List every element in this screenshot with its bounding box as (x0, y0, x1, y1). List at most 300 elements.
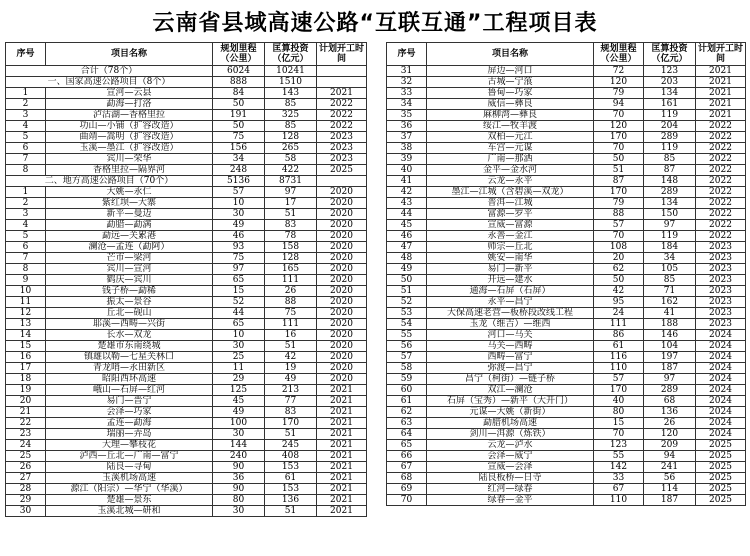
cell-name: 孟连—勐海 (46, 418, 213, 429)
table-row (387, 242, 746, 253)
cell-seq: 7 (6, 154, 46, 165)
cell-mileage: 75 (213, 253, 265, 264)
cell-invest: 128 (265, 132, 317, 143)
cell-mileage: 61 (594, 341, 644, 352)
cell-invest: 134 (644, 88, 696, 99)
cell-mileage: 170 (594, 187, 644, 198)
cell-year: 2021 (317, 473, 367, 484)
cell-invest: 197 (644, 352, 696, 363)
cell-mileage: 15 (594, 418, 644, 429)
cell-seq: 41 (387, 176, 427, 187)
cell-invest: 77 (265, 396, 317, 407)
total-year (317, 66, 367, 77)
cell-name: 鹤庆—宾川 (46, 275, 213, 286)
cell-invest: 143 (265, 88, 317, 99)
table-row (387, 220, 746, 231)
cell-seq: 25 (6, 451, 46, 462)
cell-seq: 44 (387, 209, 427, 220)
cell-year: 2024 (696, 407, 746, 418)
cell-mileage: 93 (213, 242, 265, 253)
cell-seq: 37 (387, 132, 427, 143)
table-row (6, 286, 367, 297)
cell-year: 2022 (696, 121, 746, 132)
table-row (6, 308, 367, 319)
cell-year: 2020 (317, 275, 367, 286)
table-row (387, 396, 746, 407)
cell-seq: 1 (6, 187, 46, 198)
cell-seq: 70 (387, 495, 427, 506)
table-row (387, 165, 746, 176)
cell-seq: 3 (6, 110, 46, 121)
table-row (387, 99, 746, 110)
cell-mileage: 70 (594, 110, 644, 121)
cell-seq: 64 (387, 429, 427, 440)
cell-name: 楚雄—景东 (46, 495, 213, 506)
cell-invest: 51 (265, 341, 317, 352)
table-row (6, 407, 367, 418)
cell-seq: 8 (6, 165, 46, 176)
cell-name: 勐腊机场高速 (427, 418, 594, 429)
cell-seq: 67 (387, 462, 427, 473)
table-row (387, 187, 746, 198)
cell-mileage: 33 (594, 473, 644, 484)
table-row (387, 319, 746, 330)
header-name: 项目名称 (427, 43, 594, 66)
table-row (387, 77, 746, 88)
table-row (6, 99, 367, 110)
table-row (387, 352, 746, 363)
cell-year: 2021 (696, 88, 746, 99)
cell-mileage: 30 (213, 341, 265, 352)
cell-mileage: 49 (213, 407, 265, 418)
cell-year: 2022 (696, 209, 746, 220)
cell-year: 2021 (317, 495, 367, 506)
table-row (6, 352, 367, 363)
left-project-table (5, 42, 367, 517)
cell-name: 易门—新平 (427, 264, 594, 275)
total-mileage: 6024 (213, 66, 265, 77)
cell-year: 2021 (317, 418, 367, 429)
cell-year: 2020 (317, 374, 367, 385)
cell-invest: 97 (265, 187, 317, 198)
section-row-local (6, 176, 367, 187)
table-row (6, 506, 367, 517)
cell-seq: 50 (387, 275, 427, 286)
cell-invest: 88 (265, 297, 317, 308)
cell-name: 宾川—荣华 (46, 154, 213, 165)
cell-year: 2025 (696, 440, 746, 451)
cell-seq: 34 (387, 99, 427, 110)
cell-seq: 15 (6, 341, 46, 352)
cell-year: 2023 (317, 132, 367, 143)
cell-invest: 123 (644, 66, 696, 77)
cell-name: 玉溪北城—研和 (46, 506, 213, 517)
cell-name: 绿春—金平 (427, 495, 594, 506)
cell-invest: 289 (644, 132, 696, 143)
cell-invest: 56 (644, 473, 696, 484)
cell-seq: 21 (6, 407, 46, 418)
cell-invest: 111 (265, 275, 317, 286)
header-year: 计划开工时间 (317, 43, 367, 66)
cell-name: 昌宁（柯街）—链子桥 (427, 374, 594, 385)
table-row (6, 418, 367, 429)
cell-mileage: 49 (213, 220, 265, 231)
cell-year: 2021 (696, 77, 746, 88)
cell-year: 2020 (317, 187, 367, 198)
table-row (387, 495, 746, 506)
cell-seq: 39 (387, 154, 427, 165)
cell-mileage: 110 (594, 363, 644, 374)
cell-seq: 27 (6, 473, 46, 484)
table-row (387, 253, 746, 264)
cell-year: 2022 (696, 165, 746, 176)
table-row (6, 440, 367, 451)
cell-seq: 12 (6, 308, 46, 319)
cell-name: 玉溪—墨江（扩容改造） (46, 143, 213, 154)
cell-name: 红河—绿春 (427, 484, 594, 495)
cell-year: 2023 (696, 253, 746, 264)
cell-year: 2023 (696, 264, 746, 275)
cell-invest: 42 (265, 352, 317, 363)
cell-name: 宣威—富源 (427, 220, 594, 231)
cell-year: 2021 (317, 396, 367, 407)
table-row (6, 209, 367, 220)
table-row (6, 462, 367, 473)
cell-seq: 45 (387, 220, 427, 231)
cell-year: 2022 (696, 220, 746, 231)
table-row (387, 275, 746, 286)
cell-invest: 184 (644, 242, 696, 253)
cell-seq: 26 (6, 462, 46, 473)
section-invest-local: 8731 (265, 176, 317, 187)
cell-invest: 34 (644, 253, 696, 264)
cell-name: 镇雄以勒—七星关林口 (46, 352, 213, 363)
cell-seq: 61 (387, 396, 427, 407)
cell-name: 马关—西畴 (427, 341, 594, 352)
cell-mileage: 170 (594, 132, 644, 143)
cell-mileage: 34 (213, 154, 265, 165)
cell-mileage: 51 (594, 165, 644, 176)
cell-invest: 61 (265, 473, 317, 484)
cell-seq: 52 (387, 297, 427, 308)
cell-invest: 58 (265, 154, 317, 165)
cell-seq: 4 (6, 220, 46, 231)
cell-invest: 148 (644, 176, 696, 187)
section-year-national (317, 77, 367, 88)
cell-mileage: 10 (213, 330, 265, 341)
cell-year: 2021 (317, 385, 367, 396)
cell-seq: 46 (387, 231, 427, 242)
cell-mileage: 42 (594, 286, 644, 297)
cell-seq: 43 (387, 198, 427, 209)
header-seq: 序号 (6, 43, 46, 66)
section-row-national (6, 77, 367, 88)
cell-mileage: 11 (213, 363, 265, 374)
cell-name: 宣河—云县 (46, 88, 213, 99)
cell-invest: 104 (644, 341, 696, 352)
cell-name: 耶溪—西畴—兴街 (46, 319, 213, 330)
cell-seq: 6 (6, 242, 46, 253)
cell-name: 芒市—梁河 (46, 253, 213, 264)
cell-seq: 55 (387, 330, 427, 341)
table-row (387, 88, 746, 99)
table-row (6, 374, 367, 385)
cell-year: 2020 (317, 319, 367, 330)
cell-name: 勐腊—勐满 (46, 220, 213, 231)
cell-name: 丘北—砚山 (46, 308, 213, 319)
cell-invest: 97 (644, 374, 696, 385)
cell-invest: 158 (265, 242, 317, 253)
table-row (387, 363, 746, 374)
cell-seq: 38 (387, 143, 427, 154)
header-invest: 匡算投资（亿元） (265, 43, 317, 66)
cell-name: 功山—小铺（扩容改造） (46, 121, 213, 132)
cell-name: 会泽—巧家 (46, 407, 213, 418)
table-header-row (387, 43, 746, 66)
cell-seq: 49 (387, 264, 427, 275)
table-row (6, 385, 367, 396)
cell-invest: 188 (644, 319, 696, 330)
cell-year: 2021 (317, 440, 367, 451)
cell-year: 2020 (317, 242, 367, 253)
table-row (6, 187, 367, 198)
cell-name: 长水—双龙 (46, 330, 213, 341)
cell-name: 钱子桥—勐稀 (46, 286, 213, 297)
cell-mileage: 62 (594, 264, 644, 275)
cell-invest: 68 (644, 396, 696, 407)
cell-invest: 26 (265, 286, 317, 297)
cell-mileage: 95 (594, 297, 644, 308)
cell-seq: 58 (387, 363, 427, 374)
cell-invest: 408 (265, 451, 317, 462)
cell-seq: 17 (6, 363, 46, 374)
cell-year: 2020 (317, 341, 367, 352)
cell-mileage: 10 (213, 198, 265, 209)
cell-seq: 56 (387, 341, 427, 352)
cell-year: 2021 (317, 88, 367, 99)
cell-mileage: 70 (594, 429, 644, 440)
cell-year: 2022 (696, 198, 746, 209)
cell-name: 云龙—泸水 (427, 440, 594, 451)
cell-mileage: 123 (594, 440, 644, 451)
cell-seq: 5 (6, 132, 46, 143)
cell-invest: 187 (644, 495, 696, 506)
cell-year: 2020 (317, 352, 367, 363)
cell-name: 陆良—寻甸 (46, 462, 213, 473)
table-row (6, 165, 367, 176)
table-row (6, 110, 367, 121)
table-row (6, 231, 367, 242)
header-year: 计划开工时间 (696, 43, 746, 66)
table-row (387, 484, 746, 495)
cell-year: 2021 (317, 429, 367, 440)
cell-name: 青龙哨—永田新区 (46, 363, 213, 374)
cell-year: 2020 (317, 198, 367, 209)
cell-invest: 71 (644, 286, 696, 297)
cell-name: 云龙—永平 (427, 176, 594, 187)
cell-invest: 162 (644, 297, 696, 308)
cell-seq: 22 (6, 418, 46, 429)
table-row (6, 330, 367, 341)
cell-mileage: 80 (213, 495, 265, 506)
cell-year: 2024 (696, 363, 746, 374)
cell-year: 2023 (696, 319, 746, 330)
cell-name: 永善—金江 (427, 231, 594, 242)
right-project-table (386, 42, 746, 506)
table-row (387, 154, 746, 165)
table-row (6, 363, 367, 374)
cell-mileage: 79 (594, 88, 644, 99)
cell-mileage: 40 (594, 396, 644, 407)
cell-name: 玉溪机场高速 (46, 473, 213, 484)
cell-mileage: 52 (213, 297, 265, 308)
cell-invest: 204 (644, 121, 696, 132)
cell-invest: 16 (265, 330, 317, 341)
cell-seq: 33 (387, 88, 427, 99)
cell-mileage: 36 (213, 473, 265, 484)
cell-year: 2023 (317, 143, 367, 154)
cell-year: 2022 (696, 143, 746, 154)
cell-mileage: 65 (213, 319, 265, 330)
header-mileage: 规划里程（公里） (594, 43, 644, 66)
cell-invest: 170 (265, 418, 317, 429)
cell-invest: 187 (644, 363, 696, 374)
cell-name: 弥渡—昌宁 (427, 363, 594, 374)
table-row (387, 286, 746, 297)
cell-year: 2020 (317, 286, 367, 297)
cell-seq: 42 (387, 187, 427, 198)
cell-name: 勐海—打洛 (46, 99, 213, 110)
table-row (387, 209, 746, 220)
cell-name: 澜沧—孟连（勐阿） (46, 242, 213, 253)
cell-mileage: 90 (213, 462, 265, 473)
cell-mileage: 120 (594, 77, 644, 88)
cell-mileage: 45 (213, 396, 265, 407)
cell-mileage: 57 (213, 187, 265, 198)
table-row (6, 275, 367, 286)
table-row (387, 473, 746, 484)
cell-seq: 19 (6, 385, 46, 396)
cell-mileage: 50 (213, 121, 265, 132)
cell-seq: 31 (387, 66, 427, 77)
cell-mileage: 20 (594, 253, 644, 264)
table-row (6, 121, 367, 132)
cell-invest: 265 (265, 143, 317, 154)
cell-name: 姚安—南华 (427, 253, 594, 264)
cell-seq: 10 (6, 286, 46, 297)
header-name: 项目名称 (46, 43, 213, 66)
cell-invest: 150 (644, 209, 696, 220)
cell-mileage: 25 (213, 352, 265, 363)
table-row (6, 396, 367, 407)
cell-name: 玉龙（维吉）—维西 (427, 319, 594, 330)
section-invest-national: 1510 (265, 77, 317, 88)
cell-seq: 20 (6, 396, 46, 407)
cell-seq: 62 (387, 407, 427, 418)
cell-name: 剑川—洱源（炼铁） (427, 429, 594, 440)
table-row (6, 429, 367, 440)
table-row (6, 88, 367, 99)
cell-year: 2022 (317, 121, 367, 132)
cell-name: 源江（阳宗）—华宁（华溪） (46, 484, 213, 495)
cell-year: 2021 (317, 506, 367, 517)
cell-year: 2025 (696, 451, 746, 462)
cell-seq: 1 (6, 88, 46, 99)
table-row (387, 341, 746, 352)
cell-name: 通海—石屏（石屏） (427, 286, 594, 297)
cell-year: 2024 (696, 330, 746, 341)
cell-name: 屏边—河口 (427, 66, 594, 77)
cell-year: 2024 (696, 429, 746, 440)
table-row (6, 253, 367, 264)
cell-name: 元谋—大姚（新街） (427, 407, 594, 418)
cell-year: 2021 (317, 451, 367, 462)
cell-mileage: 50 (594, 154, 644, 165)
cell-year: 2025 (696, 462, 746, 473)
total-row (6, 66, 367, 77)
cell-year: 2020 (317, 209, 367, 220)
cell-invest: 289 (644, 385, 696, 396)
cell-name: 峨山—石屏—红河 (46, 385, 213, 396)
cell-invest: 119 (644, 110, 696, 121)
cell-name: 麻柳湾—彝良 (427, 110, 594, 121)
section-title-national: 一、国家高速公路项目（8个） (6, 77, 213, 88)
cell-invest: 26 (644, 418, 696, 429)
header-seq: 序号 (387, 43, 427, 66)
cell-name: 绥江—牧羊渡 (427, 121, 594, 132)
table-row (387, 132, 746, 143)
cell-mileage: 30 (213, 506, 265, 517)
cell-year: 2025 (317, 165, 367, 176)
cell-mileage: 15 (213, 286, 265, 297)
cell-seq: 2 (6, 198, 46, 209)
cell-name: 墨江—江城（含碧溪—双龙） (427, 187, 594, 198)
table-row (6, 473, 367, 484)
cell-mileage: 90 (213, 484, 265, 495)
table-row (6, 451, 367, 462)
cell-invest: 136 (644, 407, 696, 418)
cell-name: 陆良板桥—日寺 (427, 473, 594, 484)
cell-seq: 13 (6, 319, 46, 330)
cell-seq: 68 (387, 473, 427, 484)
cell-invest: 83 (265, 407, 317, 418)
cell-name: 新平—曼迈 (46, 209, 213, 220)
cell-name: 师宗—丘北 (427, 242, 594, 253)
cell-year: 2022 (696, 132, 746, 143)
cell-year: 2024 (696, 341, 746, 352)
section-mileage-local: 5136 (213, 176, 265, 187)
table-row (387, 407, 746, 418)
cell-mileage: 72 (594, 66, 644, 77)
cell-year: 2020 (317, 231, 367, 242)
cell-seq: 23 (6, 429, 46, 440)
cell-invest: 41 (644, 308, 696, 319)
cell-year: 2023 (696, 297, 746, 308)
cell-name: 河口—马关 (427, 330, 594, 341)
cell-name: 大保高速老营—板桥段改线工程 (427, 308, 594, 319)
cell-seq: 14 (6, 330, 46, 341)
cell-invest: 17 (265, 198, 317, 209)
table-row (6, 319, 367, 330)
cell-year: 2023 (696, 308, 746, 319)
cell-seq: 66 (387, 451, 427, 462)
cell-name: 宣威—会泽 (427, 462, 594, 473)
cell-invest: 165 (265, 264, 317, 275)
cell-seq: 8 (6, 264, 46, 275)
cell-year: 2020 (317, 308, 367, 319)
cell-year: 2021 (696, 66, 746, 77)
table-row (387, 451, 746, 462)
